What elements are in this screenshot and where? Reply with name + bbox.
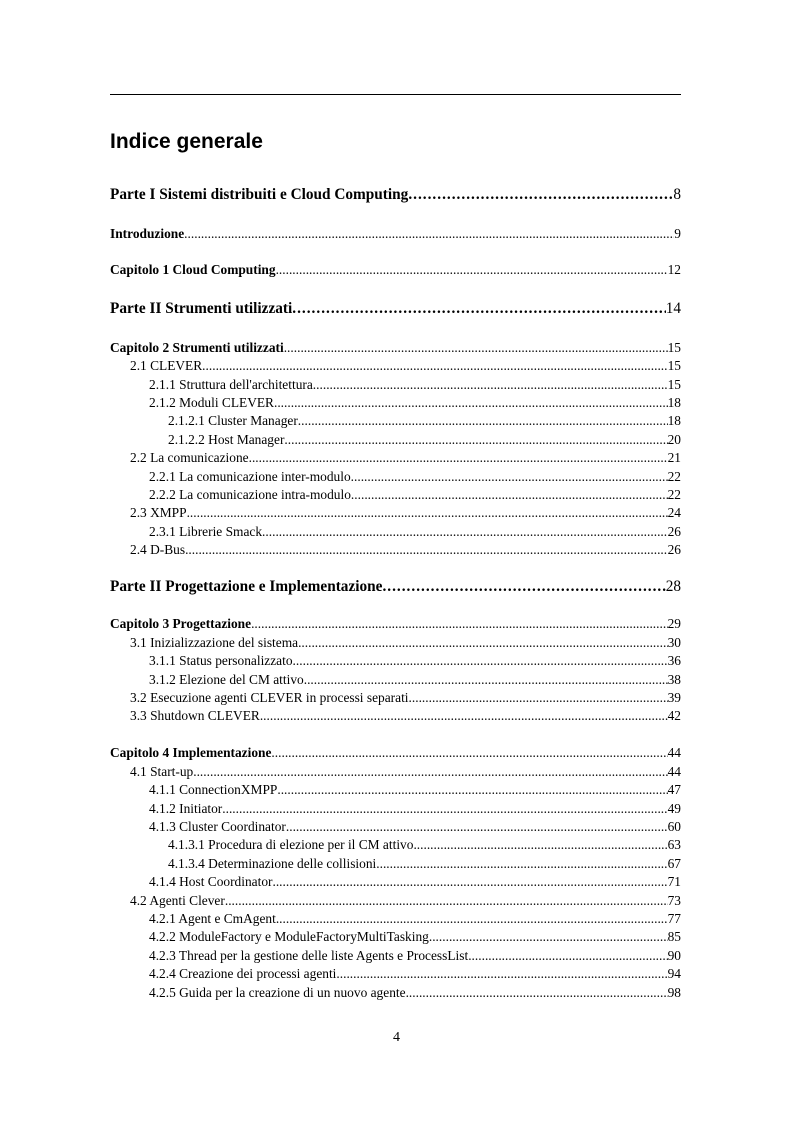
toc-entry-page: 67 bbox=[667, 856, 681, 871]
dot-leader bbox=[292, 299, 665, 319]
toc-entry-part-1[interactable] bbox=[110, 185, 681, 205]
toc-entry-page: 38 bbox=[667, 672, 681, 687]
toc-entry-subsection[interactable] bbox=[149, 394, 681, 411]
dot-leader bbox=[262, 523, 668, 540]
toc-entry-section[interactable] bbox=[130, 634, 681, 651]
dot-leader bbox=[351, 468, 668, 485]
toc-entry-label: 4.2 Agenti Clever bbox=[130, 893, 225, 908]
dot-leader bbox=[409, 689, 668, 706]
toc-entry-page: 44 bbox=[667, 745, 681, 760]
toc-entry-label: Capitolo 4 Implementazione bbox=[110, 745, 272, 760]
toc-entry-label: Capitolo 1 Cloud Computing bbox=[110, 262, 276, 277]
toc-entry-label: 2.1 CLEVER bbox=[130, 358, 203, 373]
toc-entry-subsubsection[interactable] bbox=[168, 412, 681, 429]
toc-entry-label: Introduzione bbox=[110, 226, 185, 241]
dot-leader bbox=[284, 339, 668, 356]
toc-entry-label: 3.1 Inizializzazione del sistema bbox=[130, 635, 299, 650]
toc-entry-page: 39 bbox=[667, 690, 681, 705]
page-title: Indice generale bbox=[110, 130, 263, 153]
toc-entry-label: 4.1.3 Cluster Coordinator bbox=[149, 819, 286, 834]
toc-entry-subsection[interactable] bbox=[149, 376, 681, 393]
toc-entry-page: 77 bbox=[667, 911, 681, 926]
toc-entry-page: 94 bbox=[667, 966, 681, 981]
toc-entry-page: 24 bbox=[667, 505, 681, 520]
dot-leader bbox=[276, 910, 668, 927]
toc-entry-page: 9 bbox=[674, 226, 681, 241]
toc-entry-section[interactable] bbox=[130, 689, 681, 706]
toc-entry-subsection[interactable] bbox=[149, 800, 681, 817]
dot-leader bbox=[222, 800, 667, 817]
toc-entry-subsection[interactable] bbox=[149, 468, 681, 485]
toc-entry-page: 14 bbox=[665, 300, 681, 317]
toc-entry-subsection[interactable] bbox=[149, 910, 681, 927]
toc-entry-page: 29 bbox=[667, 616, 681, 631]
toc-entry-page: 28 bbox=[665, 578, 681, 595]
toc-entry-page: 49 bbox=[667, 801, 681, 816]
toc-entry-label: 4.2.2 ModuleFactory e ModuleFactoryMultiTasking bbox=[149, 929, 429, 944]
toc-entry-page: 18 bbox=[667, 413, 681, 428]
toc-entry-page: 15 bbox=[667, 377, 681, 392]
toc-entry-page: 20 bbox=[667, 432, 681, 447]
toc-entry-label: 4.2.5 Guida per la creazione di un nuovo agente bbox=[149, 985, 406, 1000]
toc-entry-page: 42 bbox=[667, 708, 681, 723]
toc-entry-subsubsection[interactable] bbox=[168, 836, 681, 853]
toc-entry-label: 4.1.2 Initiator bbox=[149, 801, 223, 816]
toc-entry-label: 2.4 D-Bus bbox=[130, 542, 186, 557]
toc-entry-label: 4.1.3.1 Procedura di elezione per il CM attivo bbox=[168, 837, 414, 852]
dot-leader bbox=[336, 965, 667, 982]
toc-entry-page: 26 bbox=[667, 524, 681, 539]
toc-entry-label: 2.1.1 Struttura dell'architettura bbox=[149, 377, 313, 392]
dot-leader bbox=[260, 707, 668, 724]
dot-leader bbox=[298, 634, 668, 651]
toc-entry-page: 30 bbox=[667, 635, 681, 650]
dot-leader bbox=[313, 376, 668, 393]
dot-leader bbox=[251, 615, 668, 632]
dot-leader bbox=[193, 763, 667, 780]
dot-leader bbox=[271, 744, 667, 761]
toc-entry-label: 4.2.3 Thread per la gestione delle liste Agents e ProcessList bbox=[149, 948, 469, 963]
dot-leader bbox=[468, 947, 667, 964]
toc-entry-label: 2.3.1 Librerie Smack bbox=[149, 524, 263, 539]
toc-entry-page: 22 bbox=[667, 469, 681, 484]
toc-entry-subsection[interactable] bbox=[149, 873, 681, 890]
toc-entry-label: 3.1.1 Status personalizzato bbox=[149, 653, 293, 668]
page-number: 4 bbox=[393, 1030, 400, 1045]
toc-entry-section[interactable] bbox=[130, 763, 681, 780]
toc-entry-label: Capitolo 2 Strumenti utilizzati bbox=[110, 340, 284, 355]
toc-entry-subsection[interactable] bbox=[149, 965, 681, 982]
toc-entry-label: 2.3 XMPP bbox=[130, 505, 187, 520]
toc-entry-page: 15 bbox=[667, 340, 681, 355]
dot-leader bbox=[408, 185, 673, 205]
toc-entry-section[interactable] bbox=[130, 449, 681, 466]
toc-entry-label: 2.2.2 La comunicazione intra-modulo bbox=[149, 487, 351, 502]
dot-leader bbox=[187, 504, 668, 521]
toc-entry-page: 18 bbox=[667, 395, 681, 410]
toc-entry-label: 4.1.3.4 Determinazione delle collisioni bbox=[168, 856, 377, 871]
toc-entry-subsection[interactable] bbox=[149, 984, 681, 1001]
toc-entry-subsection[interactable] bbox=[149, 486, 681, 503]
dot-leader bbox=[429, 928, 668, 945]
dot-leader bbox=[276, 261, 668, 278]
toc-entry-label: 2.2.1 La comunicazione inter-modulo bbox=[149, 469, 351, 484]
toc-entry-subsection[interactable] bbox=[149, 671, 681, 688]
toc-entry-subsection[interactable] bbox=[149, 928, 681, 945]
dot-leader bbox=[225, 892, 668, 909]
toc-entry-page: 21 bbox=[667, 450, 681, 465]
toc-entry-section[interactable] bbox=[130, 504, 681, 521]
toc-entry-page: 15 bbox=[667, 358, 681, 373]
toc-entry-subsection[interactable] bbox=[149, 523, 681, 540]
toc-entry-page: 44 bbox=[667, 764, 681, 779]
toc-entry-label: 4.2.1 Agent e CmAgent bbox=[149, 911, 276, 926]
toc-entry-label: 4.2.4 Creazione dei processi agenti bbox=[149, 966, 337, 981]
toc-entry-chapter-1[interactable] bbox=[110, 261, 681, 278]
toc-entry-label: 2.1.2.2 Host Manager bbox=[168, 432, 285, 447]
toc-entry-part-2[interactable] bbox=[110, 299, 681, 319]
toc-entry-label: 4.1.1 ConnectionXMPP bbox=[149, 782, 278, 797]
dot-leader bbox=[351, 486, 668, 503]
toc-entry-subsection[interactable] bbox=[149, 818, 681, 835]
toc-entry-label: 2.2 La comunicazione bbox=[130, 450, 249, 465]
toc-entry-chapter-2[interactable] bbox=[110, 339, 681, 356]
dot-leader bbox=[185, 541, 668, 558]
toc-entry-page: 90 bbox=[667, 948, 681, 963]
toc-entry-introduzione[interactable] bbox=[110, 225, 681, 242]
dot-leader bbox=[284, 431, 667, 448]
dot-leader bbox=[406, 984, 668, 1001]
toc-entry-subsubsection[interactable] bbox=[168, 855, 681, 872]
toc-entry-label: 4.1.4 Host Coordinator bbox=[149, 874, 273, 889]
toc-entry-chapter-3[interactable] bbox=[110, 615, 681, 632]
toc-entry-label: Capitolo 3 Progettazione bbox=[110, 616, 252, 631]
dot-leader bbox=[249, 449, 668, 466]
toc-entry-section[interactable] bbox=[130, 892, 681, 909]
dot-leader bbox=[382, 577, 665, 597]
toc-entry-part-3[interactable] bbox=[110, 577, 681, 597]
toc-entry-page: 26 bbox=[667, 542, 681, 557]
toc-entry-subsection[interactable] bbox=[149, 781, 681, 798]
toc-entry-label: 2.1.2 Moduli CLEVER bbox=[149, 395, 274, 410]
toc-entry-label: 3.3 Shutdown CLEVER bbox=[130, 708, 260, 723]
dot-leader bbox=[304, 671, 668, 688]
dot-leader bbox=[376, 855, 667, 872]
toc-entry-label: Parte II Strumenti utilizzati bbox=[110, 300, 293, 317]
toc-entry-label: 3.1.2 Elezione del CM attivo bbox=[149, 672, 304, 687]
toc-entry-page: 8 bbox=[673, 186, 681, 203]
dot-leader bbox=[286, 818, 668, 835]
toc-entry-label: Parte II Progettazione e Implementazione bbox=[110, 578, 383, 595]
dot-leader bbox=[298, 412, 668, 429]
toc-entry-subsection[interactable] bbox=[149, 652, 681, 669]
toc-entry-label: Parte I Sistemi distribuiti e Cloud Computing bbox=[110, 186, 409, 203]
dot-leader bbox=[184, 225, 674, 242]
toc-entry-section[interactable] bbox=[130, 357, 681, 374]
toc-entry-page: 85 bbox=[667, 929, 681, 944]
toc-entry-label: 2.1.2.1 Cluster Manager bbox=[168, 413, 298, 428]
dot-leader bbox=[272, 873, 667, 890]
toc-entry-subsection[interactable] bbox=[149, 947, 681, 964]
dot-leader bbox=[293, 652, 668, 669]
dot-leader bbox=[274, 394, 668, 411]
toc-entry-page: 36 bbox=[667, 653, 681, 668]
dot-leader bbox=[413, 836, 667, 853]
toc-entry-page: 47 bbox=[667, 782, 681, 797]
dot-leader bbox=[277, 781, 667, 798]
toc-entry-page: 60 bbox=[667, 819, 681, 834]
dot-leader bbox=[202, 357, 667, 374]
toc-entry-label: 3.2 Esecuzione agenti CLEVER in processi separati bbox=[130, 690, 409, 705]
toc-entry-subsubsection[interactable] bbox=[168, 431, 681, 448]
toc-entry-page: 98 bbox=[667, 985, 681, 1000]
toc-entry-page: 22 bbox=[667, 487, 681, 502]
toc-entry-section[interactable] bbox=[130, 707, 681, 724]
toc-entry-label: 4.1 Start-up bbox=[130, 764, 194, 779]
toc-entry-page: 12 bbox=[667, 262, 681, 277]
toc-entry-page: 73 bbox=[667, 893, 681, 908]
toc-entry-section[interactable] bbox=[130, 541, 681, 558]
toc-entry-page: 63 bbox=[667, 837, 681, 852]
toc-entry-page: 71 bbox=[667, 874, 681, 889]
toc-entry-chapter-4[interactable] bbox=[110, 744, 681, 761]
